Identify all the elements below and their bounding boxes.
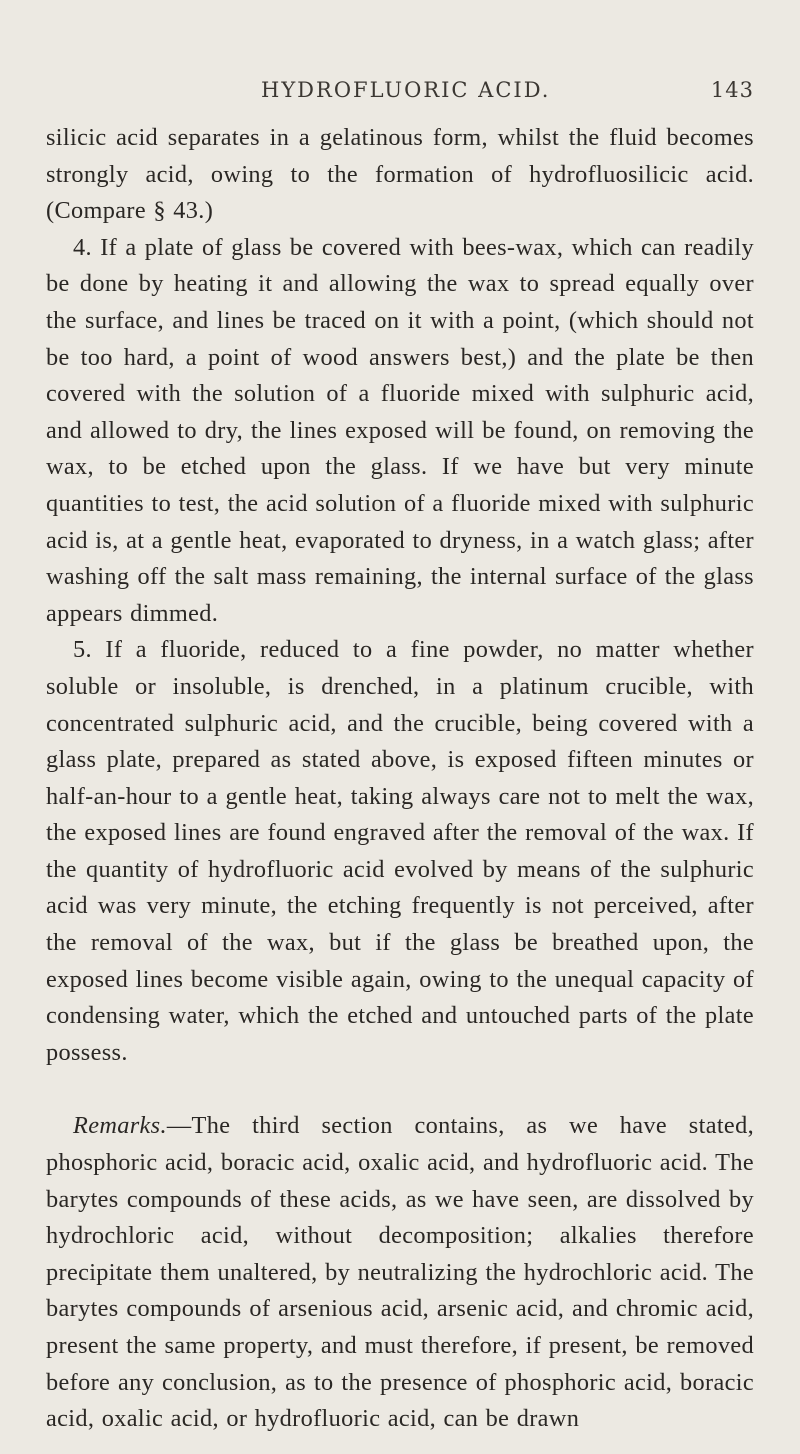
paragraph-5: 5. If a fluoride, reduced to a fine powder, no matter whether soluble or insoluble, is drenched, in a platinum crucible, with concentrated sulphuric acid, and the crucible, being covered with a glass plate, prepared as stated above, is exposed fifteen minutes or half-an-hour to a gentle heat, taking always care not to melt the wax, the exposed lines are found engraved after the removal of the wax. If the quantity of hydrofluoric acid evolved by means of the sulphuric acid was very minute, the etching frequently is not perceived, after the removal of the wax, but if the glass be breathed upon, the exposed lines become visible again, owing to the unequal capacity of condensing water, which the etched and untouched parts of the plate possess. (46, 636, 754, 1066)
body-text (46, 120, 754, 1438)
running-head-title: HYDROFLUORIC ACID. (261, 78, 551, 102)
paragraph-remarks (46, 1108, 754, 1437)
book-page (0, 78, 800, 1454)
paragraph-4: 4. If a plate of glass be covered with bees-wax, which can readily be done by heating it and allowing the wax to spread equally over the surface, and lines be traced on it with a point, (which should not be too hard, a point of wood answers best,) and the plate be then covered with the solution of a fluoride mixed with sulphuric acid, and allowed to dry, the lines exposed will be found, on removing the wax, to be etched upon the glass. If we have but very minute quantities to test, the acid solution of a fluoride mixed with sulphuric acid is, at a gentle heat, evaporated to dryness, in a watch glass; after washing off the salt mass remaining, the internal surface of the glass appears dimmed. (46, 233, 754, 627)
page-number: 143 (710, 78, 754, 102)
remarks-text: —The third section contains, as we have stated, phosphoric acid, boracic acid, oxalic acid, and hydrofluoric acid. The barytes compounds of these acids, as we have seen, are dissolved by hydrochloric acid, without decomposition; alkalies therefore precipitate them unaltered, by neutralizing the hydrochloric acid. The barytes compounds of arsenious acid, arsenic acid, and chromic acid, present the same property, and must therefore, if present, be removed before any conclusion, as to the presence of phosphoric acid, boracic acid, oxalic acid, or hydrofluoric acid, can be drawn (46, 1112, 754, 1433)
section-gap (46, 1071, 754, 1108)
running-head (46, 78, 754, 120)
paragraph-continuation: silicic acid separates in a gelatinous form, whilst the fluid becomes strongly acid, owing to the formation of hydrofluosilicic acid. (Compare § 43.) (46, 124, 754, 225)
remarks-label: Remarks. (73, 1112, 167, 1140)
